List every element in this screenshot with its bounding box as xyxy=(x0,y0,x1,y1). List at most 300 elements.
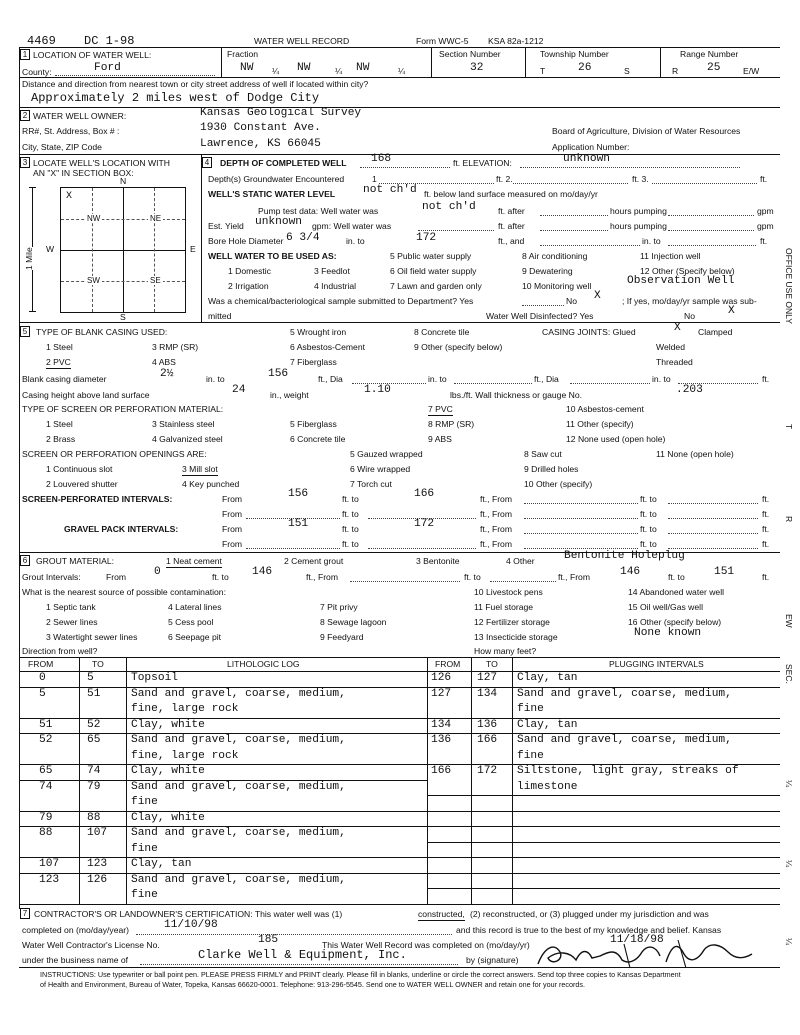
fraction-2: NW xyxy=(297,62,311,74)
use-label: WELL WATER TO BE USED AS: xyxy=(208,251,337,261)
gp-from-value: 151 xyxy=(288,518,309,530)
log-to-cell: 65 xyxy=(87,734,101,746)
log-from-cell: 126 xyxy=(431,672,452,684)
contam-11: 11 Fuel storage xyxy=(474,602,534,612)
one-mile-label: 1 Mile xyxy=(24,247,34,270)
sp-ft-from-2: ft., From xyxy=(480,509,512,519)
diameter-to-value: 156 xyxy=(268,368,289,380)
gi1-to-value: 146 xyxy=(252,566,273,578)
contam-2: 2 Sewer lines xyxy=(46,617,98,627)
plug-to-header: TO xyxy=(486,659,498,669)
disinfected-label: Water Well Disinfected? Yes xyxy=(486,311,594,321)
pump-test-value: not ch'd xyxy=(422,201,476,213)
instructions-line-2: of Health and Environment, Bureau of Water, Topeka, Kansas 66620-0001. Telephone: 913-296-5545. Send one to WATER WELL OWNER and retain one for your records. xyxy=(40,980,585,989)
address-label: RR#, St. Address, Box # : xyxy=(22,126,120,136)
city-label: City, State, ZIP Code xyxy=(22,142,102,152)
form-number: Form WWC-5 xyxy=(416,36,469,46)
opening-2: 2 Louvered shutter xyxy=(46,479,118,489)
opening-7: 7 Torch cut xyxy=(350,479,392,489)
license-label: Water Well Contractor's License No. xyxy=(22,940,160,950)
section-number-3: 3 xyxy=(20,157,30,168)
log-description-line: Sand and gravel, coarse, medium, xyxy=(131,687,346,700)
opening-9: 9 Drilled holes xyxy=(524,464,579,474)
log-to-cell: 52 xyxy=(87,718,101,731)
yield-gpm: gpm xyxy=(757,221,774,231)
log-to-cell: 107 xyxy=(87,827,108,839)
sp-from: From xyxy=(222,494,243,504)
se-quadrant-label: SE xyxy=(150,276,161,285)
margin-sec: SEC. xyxy=(784,664,794,684)
screen-intervals-label: SCREEN-PERFORATED INTERVALS: xyxy=(22,494,173,504)
log-to-cell: 134 xyxy=(477,687,498,700)
openings-label: SCREEN OR PERFORATION OPENINGS ARE: xyxy=(22,449,207,459)
grout-label: GROUT MATERIAL: xyxy=(36,556,114,566)
nw-quadrant-label: NW xyxy=(87,214,101,223)
gp-ft-to-4: ft. to xyxy=(640,539,657,549)
grout-2: 2 Cement grout xyxy=(284,556,344,566)
groundwater-2: ft. 2. xyxy=(496,174,513,184)
joints-welded: Welded xyxy=(656,342,685,352)
file-number: 4469 xyxy=(27,34,56,48)
diameter-ft-dia-2: ft., Dia xyxy=(534,374,559,384)
contam-10: 10 Livestock pens xyxy=(474,587,543,597)
use-11: 11 Injection well xyxy=(640,251,701,261)
log-from-cell: 136 xyxy=(431,734,452,746)
screen-8: 8 RMP (SR) xyxy=(428,419,475,429)
fraction-1: NW xyxy=(240,62,254,74)
pump-gpm: gpm xyxy=(757,206,774,216)
section-value: 32 xyxy=(470,62,484,74)
log-to-cell: 5 xyxy=(87,672,94,684)
opening-8: 8 Saw cut xyxy=(524,449,562,459)
chem-no-x: X xyxy=(594,290,601,302)
diameter-ft-dia: ft., Dia xyxy=(318,374,343,384)
log-description-line: Sand and gravel, coarse, medium, xyxy=(517,687,732,700)
screen-10: 10 Asbestos-cement xyxy=(566,404,644,414)
direction-label: Direction from well? xyxy=(22,646,98,656)
casing-5: 5 Wrought iron xyxy=(290,327,347,337)
bore-to-value: 172 xyxy=(416,232,437,244)
section-number-label: Section Number xyxy=(439,49,501,59)
township-s: S xyxy=(624,66,630,76)
use-2: 2 Irrigation xyxy=(228,281,269,291)
chem-sample-label: Was a chemical/bacteriological sample submitted to Department? Yes xyxy=(208,296,474,306)
range-value: 25 xyxy=(707,62,721,74)
weight-tail: lbs./ft. Wall thickness or gauge No. xyxy=(450,390,582,400)
instructions-line-1: INSTRUCTIONS: Use typewriter or ball point pen. PLEASE PRESS FIRMLY and PRINT clearly. Please fill in blanks, underline or circle the correct answers. Send top three copies to Kansas Department xyxy=(40,970,681,979)
owner-label: WATER WELL OWNER: xyxy=(33,111,127,121)
log-from-cell: 74 xyxy=(39,780,53,793)
grout-4: 4 Other xyxy=(506,556,535,566)
gi-ft-to-2: ft. to xyxy=(464,572,481,582)
record-text: and this record is true to the best of my knowledge and belief. Kansas xyxy=(456,925,722,935)
lithologic-log-header: LITHOLOGIC LOG xyxy=(227,659,300,669)
log-to-cell: 88 xyxy=(87,811,101,824)
log-from-cell: 51 xyxy=(39,718,53,731)
section-number-4: 4 xyxy=(202,157,212,168)
grout-3: 3 Bentonite xyxy=(416,556,460,566)
bore-ft-and: ft., and xyxy=(498,236,525,246)
log-description-line: Clay, white xyxy=(131,765,205,777)
casing-7: 7 Fiberglass xyxy=(290,357,337,367)
screen-2: 2 Brass xyxy=(46,434,76,444)
gi1-from-value: 0 xyxy=(154,566,161,578)
gi-ft-from-2: ft., From xyxy=(558,572,590,582)
opening-11: 11 None (open hole) xyxy=(656,449,734,459)
section-box xyxy=(60,187,186,313)
use-1: 1 Domestic xyxy=(228,266,271,276)
record-completed-label: This Water Well Record was completed on (mo/day/yr) xyxy=(322,940,530,950)
casing-2-selected: 2 PVC xyxy=(46,357,71,367)
city-value: Lawrence, KS 66045 xyxy=(200,138,321,150)
application-number-label: Application Number: xyxy=(552,142,630,152)
margin-quarter-2: ¼ xyxy=(784,860,794,868)
bore-label: Bore Hole Diameter xyxy=(208,236,284,246)
gi-ft-to: ft. to xyxy=(212,572,229,582)
certification-constructed: constructed, xyxy=(418,909,465,919)
log-description-line: Siltstone, light gray, streaks of xyxy=(517,765,739,777)
contam-1: 1 Septic tank xyxy=(46,602,96,612)
how-many-feet-label: How many feet? xyxy=(474,646,537,656)
weight-value: 1.10 xyxy=(364,384,391,396)
log-from-cell: 88 xyxy=(39,827,53,839)
yield-hours: hours pumping xyxy=(610,221,667,231)
section-3-title-2: AN "X" IN SECTION BOX: xyxy=(33,168,134,178)
bore-in-to: in. to xyxy=(346,236,365,246)
log-to-cell: 172 xyxy=(477,765,498,777)
yield-ft-after: ft. after xyxy=(498,221,525,231)
opening-3-selected: 3 Mill slot xyxy=(182,464,218,474)
screen-5: 5 Fiberglass xyxy=(290,419,337,429)
opening-4: 4 Key punched xyxy=(182,479,240,489)
margin-quarter-1: ¼ xyxy=(784,780,794,788)
section-number-7: 7 xyxy=(20,908,30,919)
log-from-cell: 0 xyxy=(39,672,46,684)
contam-4: 4 Lateral lines xyxy=(168,602,222,612)
use-10: 10 Monitoring well xyxy=(522,281,592,291)
log-description-line: limestone xyxy=(517,780,578,793)
fraction-3: NW xyxy=(356,62,370,74)
yield-label: Est. Yield xyxy=(208,221,244,231)
chem-tail-2: mitted xyxy=(208,311,232,321)
contam-other-value: None known xyxy=(634,627,702,639)
grout-intervals-label: Grout Intervals: xyxy=(22,572,81,582)
log-to-header: TO xyxy=(92,659,104,669)
diameter-in-to-2: in. to xyxy=(428,374,447,384)
lithologic-log-table xyxy=(19,657,780,905)
bore-value: 6 3/4 xyxy=(286,232,320,244)
log-from-header: FROM xyxy=(28,659,54,669)
contam-9: 9 Feedyard xyxy=(320,632,364,642)
board-label: Board of Agriculture, Division of Water Resources xyxy=(552,126,741,136)
log-from-cell: 79 xyxy=(39,811,53,824)
log-from-cell: 134 xyxy=(431,718,452,731)
opening-10: 10 Other (specify) xyxy=(524,479,593,489)
gauge-value: .203 xyxy=(676,384,703,396)
chem-tail-1: ; If yes, mo/day/yr sample was sub- xyxy=(622,296,757,306)
log-from-cell: 65 xyxy=(39,765,53,777)
contam-8: 8 Sewage lagoon xyxy=(320,617,387,627)
certification-text: CONTRACTOR'S OR LANDOWNER'S CERTIFICATION: This water well was (1) xyxy=(34,909,343,919)
north-label: N xyxy=(120,176,127,186)
sp-ft-2: ft. xyxy=(762,509,770,519)
pump-test-label: Pump test data: Well water was xyxy=(258,206,379,216)
contamination-label: What is the nearest source of possible contamination: xyxy=(22,587,226,597)
static-level-tail: ft. below land surface measured on mo/day/yr xyxy=(424,189,598,199)
grout-other-value: Bentonite Holeplug xyxy=(564,550,685,562)
gravel-intervals-label: GRAVEL PACK INTERVALS: xyxy=(64,524,179,534)
log-description-line: fine xyxy=(131,842,158,855)
diameter-value: 2½ xyxy=(160,368,174,380)
bore-ft: ft. xyxy=(760,236,768,246)
log-description-line: Clay, tan xyxy=(517,672,578,684)
use-8: 8 Air conditioning xyxy=(522,251,588,261)
diameter-ft: ft. xyxy=(762,374,770,384)
casing-6: 6 Asbestos-Cement xyxy=(290,342,365,352)
contam-7: 7 Pit privy xyxy=(320,602,358,612)
groundwater-label: Depth(s) Groundwater Encountered xyxy=(208,174,345,184)
section-1-title: LOCATION OF WATER WELL: xyxy=(33,50,152,60)
location-x-mark: X xyxy=(66,191,73,202)
disinfected-x: X xyxy=(728,305,735,317)
license-value: 185 xyxy=(258,934,279,946)
ne-quadrant-label: NE xyxy=(150,214,162,223)
joints-x: X xyxy=(674,322,681,334)
signature-image xyxy=(530,938,780,970)
sp-from-2: From xyxy=(222,509,243,519)
log-description-line: fine xyxy=(517,703,544,715)
log-from-cell: 52 xyxy=(39,734,53,746)
county-code: DC 1-98 xyxy=(84,34,135,48)
contam-16: 16 Other (specify below) xyxy=(628,617,722,627)
county-label: County: xyxy=(22,67,52,77)
chem-no-label: No xyxy=(566,296,577,306)
elevation-value: unknown xyxy=(563,153,610,165)
screen-3: 3 Stainless steel xyxy=(152,419,215,429)
gi-ft: ft. xyxy=(762,572,770,582)
log-to-cell: 126 xyxy=(87,873,108,886)
address-value: 1930 Constant Ave. xyxy=(200,122,321,134)
opening-6: 6 Wire wrapped xyxy=(350,464,411,474)
sw-quadrant-label: SW xyxy=(87,276,100,285)
sp-ft-to: ft. to xyxy=(342,494,359,504)
sp-ft-from: ft., From xyxy=(480,494,512,504)
log-to-cell: 123 xyxy=(87,858,108,870)
sp-ft-to-4: ft. to xyxy=(640,509,657,519)
log-description-line: Sand and gravel, coarse, medium, xyxy=(131,827,346,839)
pump-hours: hours pumping xyxy=(610,206,667,216)
gp-ft-2: ft. xyxy=(762,539,770,549)
gi-from: From xyxy=(106,572,127,582)
west-label: W xyxy=(46,244,55,254)
screen-4: 4 Galvanized steel xyxy=(152,434,223,444)
owner-value: Kansas Geological Survey xyxy=(200,107,362,119)
township-value: 26 xyxy=(578,62,592,74)
depth-value: 168 xyxy=(371,153,392,165)
yield-tail: gpm: Well water was xyxy=(312,221,392,231)
gp-ft-to-2: ft. to xyxy=(640,524,657,534)
gp-from: From xyxy=(222,524,243,534)
signature-label: by (signature) xyxy=(466,955,519,965)
record-completed-value: 11/18/98 xyxy=(610,934,664,946)
use-3: 3 Feedlot xyxy=(314,266,350,276)
gi-ft-from: ft., From xyxy=(306,572,338,582)
bore-in-to-2: in. to xyxy=(642,236,661,246)
section-number-1: 1 xyxy=(20,49,30,60)
log-description-line: fine xyxy=(517,749,544,762)
casing-title: TYPE OF BLANK CASING USED: xyxy=(36,327,168,337)
static-level-value: not ch'd xyxy=(363,184,417,196)
opening-1: 1 Continuous slot xyxy=(46,464,113,474)
log-description-line: Clay, white xyxy=(131,811,205,824)
range-label: Range Number xyxy=(680,49,739,59)
log-from-cell: 123 xyxy=(39,873,60,886)
section-3-title-1: LOCATE WELL'S LOCATION WITH xyxy=(33,158,170,168)
sp-ft-to-2: ft. to xyxy=(640,494,657,504)
log-to-cell: 166 xyxy=(477,734,498,746)
gp-from-2: From xyxy=(222,539,243,549)
plug-from-header: FROM xyxy=(435,659,461,669)
margin-r: R xyxy=(784,516,794,523)
range-ew: E/W xyxy=(743,66,760,76)
groundwater-3: ft. 3. xyxy=(632,174,649,184)
diameter-label: Blank casing diameter xyxy=(22,374,107,384)
screen-7-selected: 7 PVC xyxy=(428,404,453,414)
business-value: Clarke Well & Equipment, Inc. xyxy=(198,948,407,962)
section-number-5: 5 xyxy=(20,326,30,337)
screen-12: 12 None used (open hole) xyxy=(566,434,666,444)
joints-label: CASING JOINTS: Glued xyxy=(542,327,636,337)
height-label: Casing height above land surface xyxy=(22,390,150,400)
sp-from-value: 156 xyxy=(288,488,309,500)
joints-clamped: Clamped xyxy=(698,327,733,337)
log-description-line: Sand and gravel, coarse, medium, xyxy=(131,873,346,886)
casing-8: 8 Concrete tile xyxy=(414,327,470,337)
grout-1-selected: 1 Neat cement xyxy=(166,556,222,566)
distance-label: Distance and direction from nearest town or city street address of well if located within city? xyxy=(22,79,369,89)
screen-1: 1 Steel xyxy=(46,419,73,429)
south-label: S xyxy=(120,312,126,322)
height-in-weight: in., weight xyxy=(270,390,309,400)
contam-12: 12 Fertilizer storage xyxy=(474,617,550,627)
log-from-cell: 107 xyxy=(39,858,60,870)
gp-to-value: 172 xyxy=(414,518,435,530)
log-to-cell: 127 xyxy=(477,672,498,684)
gi-ft-to-3: ft. to xyxy=(668,572,685,582)
use-6: 6 Oil field water supply xyxy=(390,266,477,276)
log-from-cell: 127 xyxy=(431,687,452,700)
township-t: T xyxy=(540,66,546,76)
log-from-cell: 5 xyxy=(39,687,46,700)
office-use-only-label: OFFICE USE ONLY xyxy=(784,248,794,324)
log-description-line: Sand and gravel, coarse, medium, xyxy=(517,734,732,746)
sp-to-value: 166 xyxy=(414,488,435,500)
margin-ew: EW xyxy=(784,614,794,628)
diameter-in-to: in. to xyxy=(206,374,225,384)
statute: KSA 82a-1212 xyxy=(488,36,544,46)
business-label: under the business name of xyxy=(22,955,129,965)
screen-9: 9 ABS xyxy=(428,434,452,444)
contam-13: 13 Insecticide storage xyxy=(474,632,558,642)
sp-ft: ft. xyxy=(762,494,770,504)
gi2-from-value: 146 xyxy=(620,566,641,578)
gp-ft: ft. xyxy=(762,524,770,534)
gi2-to-value: 151 xyxy=(714,566,735,578)
quarter-mark: ¼ xyxy=(272,66,280,76)
section-number-2: 2 xyxy=(20,110,30,121)
log-to-cell: 74 xyxy=(87,765,101,777)
log-to-cell: 51 xyxy=(87,687,101,700)
use-7: 7 Lawn and garden only xyxy=(390,281,482,291)
use-other-value: Observation Well xyxy=(627,275,735,287)
contam-3: 3 Watertight sewer lines xyxy=(46,632,138,642)
groundwater-1: 1 xyxy=(372,174,377,184)
range-r: R xyxy=(672,66,679,76)
contam-14: 14 Abandoned water well xyxy=(628,587,725,597)
county-value: Ford xyxy=(94,62,121,74)
plugging-intervals-header: PLUGGING INTERVALS xyxy=(609,659,704,669)
contam-15: 15 Oil well/Gas well xyxy=(628,602,703,612)
use-12: 12 Other (Specify below) xyxy=(640,266,735,276)
margin-t: T xyxy=(784,424,794,430)
certification-tail: (2) reconstructed, or (3) plugged under my jurisdiction and was xyxy=(470,909,709,919)
gp-ft-to-3: ft. to xyxy=(342,539,359,549)
margin-quarter-3: ¼ xyxy=(784,938,794,946)
pump-ft-after: ft. after xyxy=(498,206,525,216)
log-to-cell: 79 xyxy=(87,780,101,793)
groundwater-ft: ft. xyxy=(760,174,768,184)
elevation-label: ft. ELEVATION: xyxy=(453,158,512,168)
log-description-line: Sand and gravel, coarse, medium, xyxy=(131,734,346,746)
completed-value: 11/10/98 xyxy=(164,919,218,931)
screen-material-label: TYPE OF SCREEN OR PERFORATION MATERIAL: xyxy=(22,404,224,414)
log-from-cell: 166 xyxy=(431,765,452,777)
height-value: 24 xyxy=(232,384,246,396)
quarter-mark: ¼ xyxy=(335,66,343,76)
yield-value: unknown xyxy=(255,216,302,228)
east-label: E xyxy=(190,244,196,254)
casing-9: 9 Other (specify below) xyxy=(414,342,503,352)
form-title: WATER WELL RECORD xyxy=(254,36,350,46)
casing-3: 3 RMP (SR) xyxy=(152,342,199,352)
log-description-line: fine xyxy=(131,796,158,808)
depth-label: DEPTH OF COMPLETED WELL xyxy=(220,158,347,168)
screen-11: 11 Other (specify) xyxy=(566,419,634,429)
use-5: 5 Public water supply xyxy=(390,251,472,261)
completed-label: completed on (mo/day/year) xyxy=(22,925,129,935)
use-9: 9 Dewatering xyxy=(522,266,573,276)
log-description-line: fine, large rock xyxy=(131,703,239,715)
log-description-line: Clay, tan xyxy=(131,858,192,870)
contam-6: 6 Seepage pit xyxy=(168,632,222,642)
contam-5: 5 Cess pool xyxy=(168,617,214,627)
casing-4: 4 ABS xyxy=(152,357,176,367)
fraction-label: Fraction xyxy=(227,49,259,59)
quarter-mark: ¼ xyxy=(398,66,406,76)
disinfected-no: No xyxy=(684,311,695,321)
township-label: Township Number xyxy=(540,49,609,59)
static-level-label: WELL'S STATIC WATER LEVEL xyxy=(208,189,336,199)
log-description-line: Clay, tan xyxy=(517,718,578,731)
distance-value: Approximately 2 miles west of Dodge City xyxy=(31,91,320,105)
section-number-6: 6 xyxy=(20,555,30,566)
log-description-line: Sand and gravel, coarse, medium, xyxy=(131,780,346,793)
gp-ft-from-2: ft., From xyxy=(480,539,512,549)
diameter-in-to-3: in. to xyxy=(652,374,671,384)
joints-threaded: Threaded xyxy=(656,357,693,367)
log-description-line: Clay, white xyxy=(131,718,205,731)
gp-ft-from: ft., From xyxy=(480,524,512,534)
